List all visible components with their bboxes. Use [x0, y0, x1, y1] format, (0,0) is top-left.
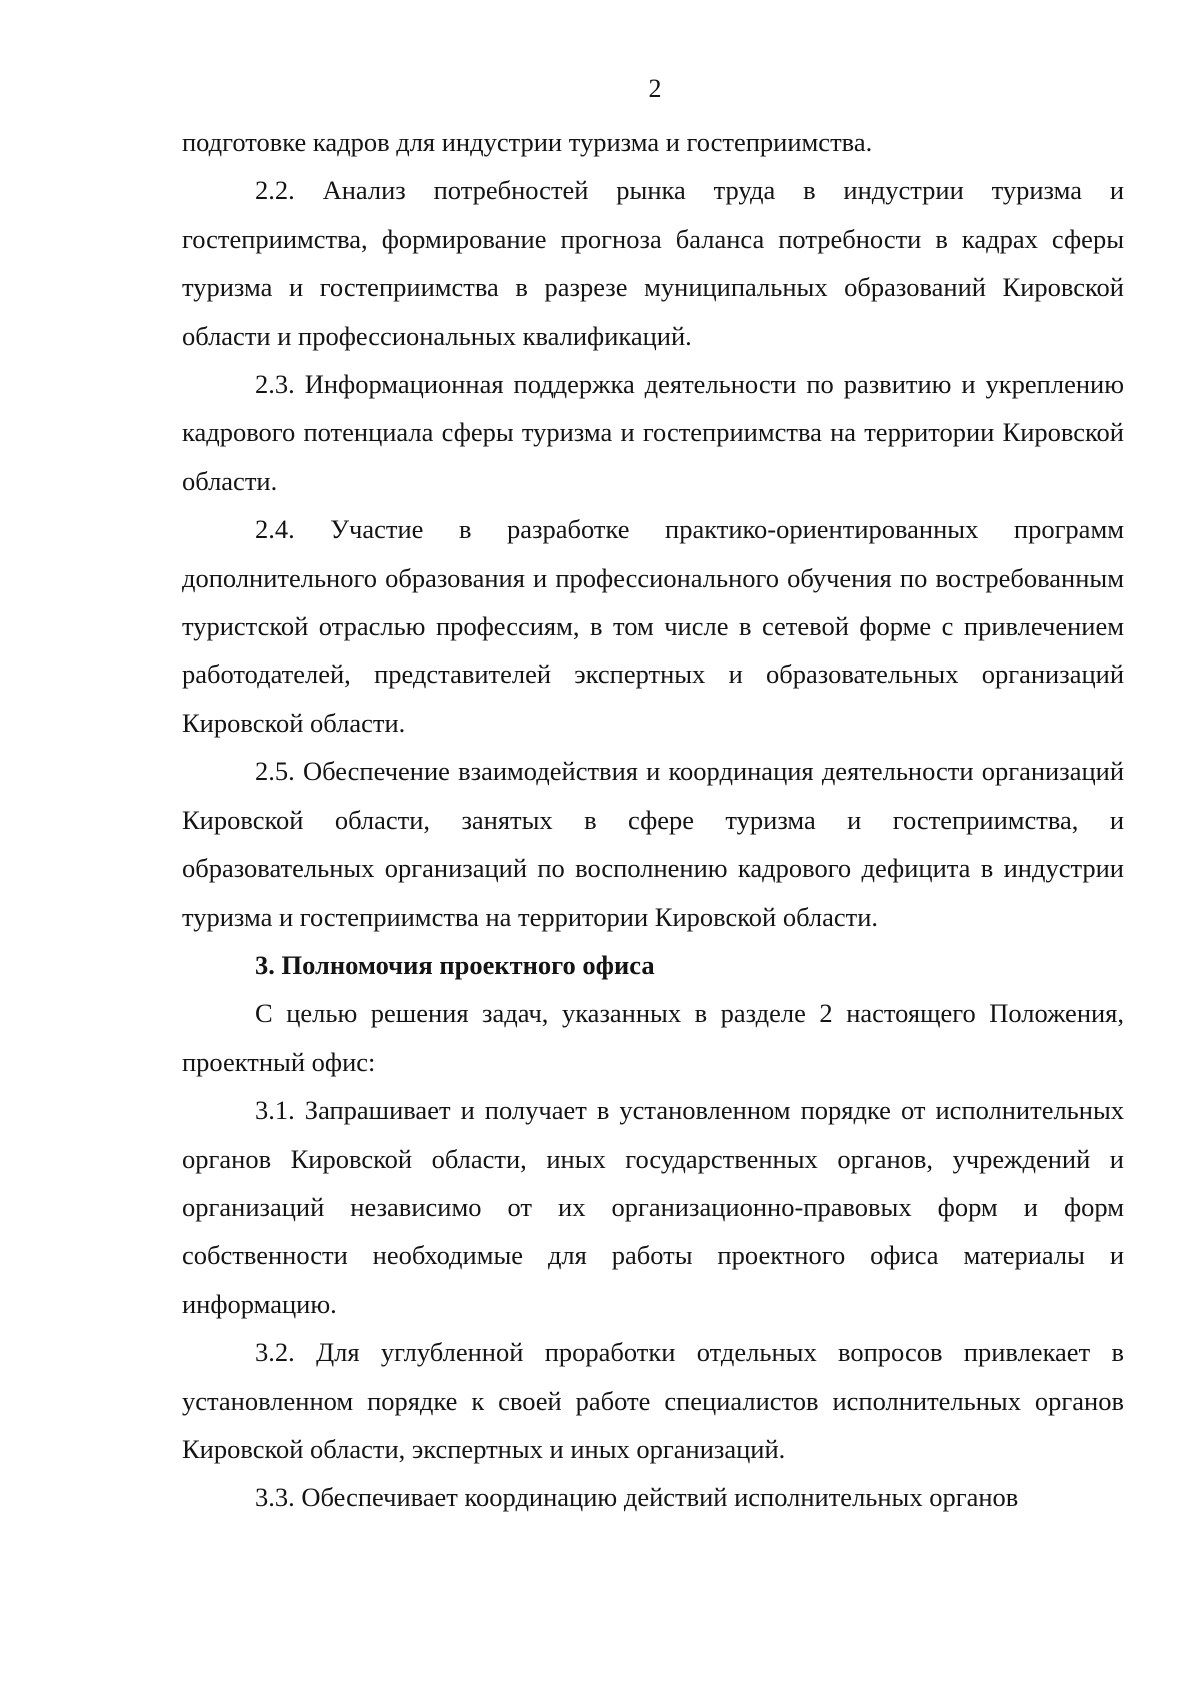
paragraph-3-intro: С целью решения задач, указанных в разделе 2 настоящего Положения, проектный офис:	[182, 998, 1124, 1077]
paragraph-2-3: 2.3. Информационная поддержка деятельности по развитию и укреплению кадрового потенциала сферы туризма и гостеприимства на территории Кировской области.	[182, 369, 1124, 496]
page-number: 2	[648, 74, 662, 103]
paragraph-2-4: 2.4. Участие в разработке практико-ориентированных программ дополнительного образования и профессионального обучения по востребованным туристской отраслью профессиям, в том числе в сетевой форме с привлечением работодателей, представителей экспертных и образовательных организаций Кировской области.	[182, 514, 1124, 738]
paragraph-3-2: 3.2. Для углубленной проработки отдельных вопросов привлекает в установленном порядке к своей работе специалистов исполнительных органов Кировской области, экспертных и иных организаций.	[182, 1337, 1124, 1464]
paragraph-3-1: 3.1. Запрашивает и получает в установленном порядке от исполнительных органов Кировской области, иных государственных органов, учреждений и организаций независимо от их организационно-правовых форм и форм собственности необходимые для работы проектного офиса материалы и информацию.	[182, 1095, 1124, 1319]
paragraph-continuation: подготовке кадров для индустрии туризма и гостеприимства.	[182, 127, 873, 157]
paragraph-2-5: 2.5. Обеспечение взаимодействия и координация деятельности организаций Кировской области, занятых в сфере туризма и гостеприимства, и образовательных организаций по восполнению кадрового дефицита в индустрии туризма и гостеприимства на территории Кировской области.	[182, 756, 1124, 932]
section-heading-3: 3. Полномочия проектного офиса	[255, 949, 655, 980]
paragraph-3-3: 3.3. Обеспечивает координацию действий исполнительных органов	[255, 1482, 1019, 1513]
paragraph-2-2: 2.2. Анализ потребностей рынка труда в индустрии туризма и гостеприимства, формирование прогноза баланса потребности в кадрах сферы туризма и гостеприимства в разрезе муниципальных образований Кировской области и профессиональных квалификаций.	[182, 175, 1124, 351]
document-body	[182, 118, 1124, 1522]
